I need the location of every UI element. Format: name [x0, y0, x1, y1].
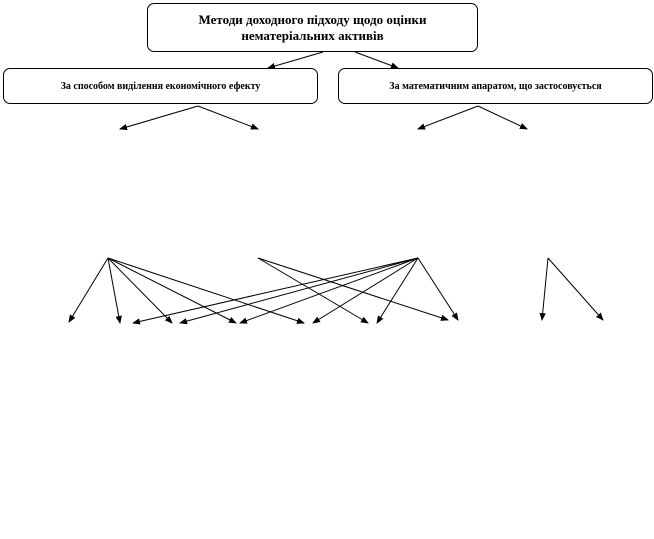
connector-arrow-6	[478, 106, 527, 129]
branch-label-math-apparatus: За математичним апаратом, що застосовується	[389, 80, 602, 92]
connector-arrow-9	[108, 258, 172, 323]
root-label-line1: Методи доходного підходу щодо оцінки	[198, 11, 427, 27]
connector-arrow-21	[548, 258, 603, 320]
connector-arrow-7	[69, 258, 108, 322]
connector-arrow-19	[418, 258, 458, 320]
connector-arrow-13	[258, 258, 448, 320]
root-node	[147, 3, 478, 52]
connector-arrow-5	[418, 106, 478, 129]
connector-arrow-3	[120, 106, 198, 129]
connector-arrow-4	[198, 106, 258, 129]
root-label-line2: нематеріальних активів	[241, 27, 384, 43]
connector-arrow-2	[355, 52, 398, 68]
connector-arrow-1	[268, 52, 323, 68]
root-label	[199, 12, 427, 44]
branch-node-math-apparatus	[338, 68, 653, 104]
branch-label-economic-effect: За способом виділення економічного ефекту	[60, 80, 261, 92]
connector-arrow-15	[180, 258, 418, 323]
connector-arrow-20	[542, 258, 548, 320]
branch-node-economic-effect	[3, 68, 318, 104]
